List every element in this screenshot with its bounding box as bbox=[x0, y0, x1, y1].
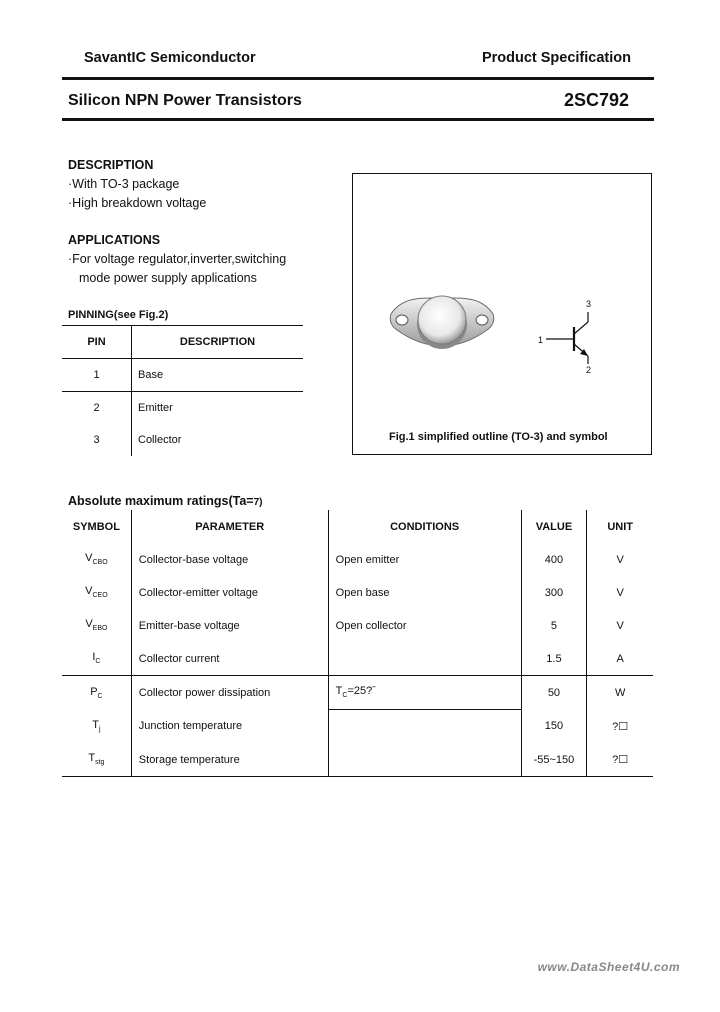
pin-column-header: PIN bbox=[62, 326, 132, 359]
value-cell: 50 bbox=[521, 676, 587, 710]
symbol-cell bbox=[62, 676, 131, 710]
unit-cell: V bbox=[616, 553, 624, 566]
parameter-cell: Collector-emitter voltage bbox=[131, 576, 328, 609]
symbol-column-header: SYMBOL bbox=[62, 510, 131, 543]
company-name: SavantIC Semiconductor bbox=[84, 50, 256, 66]
symbol-pin-label: 1 bbox=[538, 335, 544, 345]
symbol-cell bbox=[62, 743, 131, 777]
symbol-subscript: CEO bbox=[92, 592, 108, 600]
unit-cell: W bbox=[614, 686, 626, 699]
ratings-table bbox=[62, 510, 653, 777]
symbol-letter: I bbox=[92, 651, 96, 664]
conditions-column-header: CONDITIONS bbox=[328, 510, 521, 543]
title-rule bbox=[62, 118, 654, 121]
ratings-heading-tail: 7) bbox=[253, 497, 263, 508]
parameter-cell: Collector current bbox=[131, 642, 328, 676]
watermark: www.DataSheet4U.com bbox=[537, 960, 680, 974]
symbol-cell bbox=[62, 710, 131, 744]
table-row bbox=[62, 676, 653, 710]
applications-line: mode power supply applications bbox=[79, 271, 257, 285]
product-title: Silicon NPN Power Transistors bbox=[68, 92, 302, 109]
table-row bbox=[62, 424, 303, 456]
table-row bbox=[62, 392, 303, 425]
npn-transistor-symbol bbox=[538, 294, 608, 374]
symbol-subscript: EBO bbox=[92, 625, 108, 633]
value-cell: 300 bbox=[521, 576, 587, 609]
condition-symbol: T bbox=[335, 685, 343, 698]
part-number: 2SC792 bbox=[563, 90, 629, 110]
symbol-letter: T bbox=[88, 752, 96, 765]
value-cell: 5 bbox=[521, 609, 587, 642]
pinning-heading: PINNING(see Fig.2) bbox=[68, 309, 169, 321]
description-heading: DESCRIPTION bbox=[68, 158, 154, 172]
table-row bbox=[62, 359, 303, 392]
header-rule bbox=[62, 77, 654, 80]
symbol-cell bbox=[62, 642, 131, 676]
unit-cell: V bbox=[616, 586, 624, 599]
symbol-letter: V bbox=[85, 585, 93, 598]
parameter-cell: Collector-base voltage bbox=[131, 543, 328, 576]
value-cell: 150 bbox=[521, 710, 587, 744]
unit-cell: A bbox=[587, 642, 653, 676]
symbol-subscript: CBO bbox=[92, 559, 108, 567]
ratings-header-row bbox=[62, 510, 653, 543]
conditions-cell bbox=[328, 710, 521, 744]
parameter-cell: Emitter-base voltage bbox=[131, 609, 328, 642]
description-item: ·With TO-3 package bbox=[68, 177, 180, 191]
table-row bbox=[62, 609, 653, 642]
symbol-pin-label: 3 bbox=[586, 299, 592, 309]
spec-label: Product Specification bbox=[481, 50, 631, 66]
symbol-letter: P bbox=[90, 685, 98, 698]
pinning-table bbox=[62, 325, 303, 456]
symbol-cell bbox=[62, 609, 131, 642]
symbol-letter: T bbox=[92, 719, 99, 732]
conditions-cell: Open emitter bbox=[328, 543, 521, 576]
parameter-cell: Storage temperature bbox=[131, 743, 328, 777]
figure-box bbox=[352, 173, 652, 455]
to3-package-drawing bbox=[383, 284, 501, 364]
unit-column-header: UNIT bbox=[607, 520, 633, 533]
ratings-heading bbox=[68, 494, 262, 508]
pin-number: 1 bbox=[62, 359, 132, 392]
conditions-cell bbox=[328, 743, 521, 777]
description-item: ·High breakdown voltage bbox=[68, 196, 207, 210]
condition-text: =25?ˉ bbox=[347, 685, 376, 698]
figure-caption: Fig.1 simplified outline (TO-3) and symbol bbox=[389, 431, 608, 443]
pinning-header-row bbox=[62, 326, 303, 359]
table-row bbox=[62, 642, 653, 676]
value-cell: 1.5 bbox=[521, 642, 587, 676]
conditions-cell bbox=[328, 676, 521, 710]
unit-cell: ?☐ bbox=[587, 743, 653, 777]
pin-description: Emitter bbox=[138, 402, 173, 414]
symbol-cell bbox=[62, 543, 131, 576]
conditions-cell: Open collector bbox=[328, 609, 521, 642]
value-cell: 400 bbox=[521, 543, 587, 576]
symbol-subscript: j bbox=[98, 726, 101, 734]
conditions-cell bbox=[328, 642, 521, 676]
value-column-header: VALUE bbox=[521, 510, 587, 543]
pin-number: 2 bbox=[62, 392, 132, 425]
condition-subscript: C bbox=[342, 692, 348, 700]
symbol-cell bbox=[62, 576, 131, 609]
pin-number: 3 bbox=[62, 424, 132, 456]
table-row bbox=[62, 743, 653, 777]
unit-cell: ?☐ bbox=[612, 720, 629, 733]
symbol-letter: V bbox=[85, 618, 93, 631]
parameter-cell: Junction temperature bbox=[131, 710, 328, 744]
symbol-subscript: C bbox=[97, 692, 103, 700]
symbol-pin-label: 2 bbox=[586, 365, 592, 374]
value-cell: -55~150 bbox=[521, 743, 587, 777]
symbol-subscript: stg bbox=[95, 759, 105, 767]
applications-line: ·For voltage regulator,inverter,switching bbox=[68, 252, 287, 266]
applications-heading: APPLICATIONS bbox=[68, 233, 161, 247]
table-row bbox=[62, 710, 653, 744]
table-row bbox=[62, 576, 653, 609]
ratings-heading-text: Absolute maximum ratings(Ta= bbox=[68, 494, 254, 508]
symbol-subscript: C bbox=[95, 658, 101, 666]
pin-description: Collector bbox=[138, 434, 182, 446]
description-column-header: DESCRIPTION bbox=[132, 326, 304, 359]
parameter-cell: Collector power dissipation bbox=[131, 676, 328, 710]
symbol-letter: V bbox=[85, 552, 93, 565]
pin-description: Base bbox=[132, 359, 304, 392]
unit-cell: V bbox=[616, 619, 624, 632]
table-row bbox=[62, 543, 653, 576]
conditions-cell: Open base bbox=[328, 576, 521, 609]
parameter-column-header: PARAMETER bbox=[131, 510, 328, 543]
